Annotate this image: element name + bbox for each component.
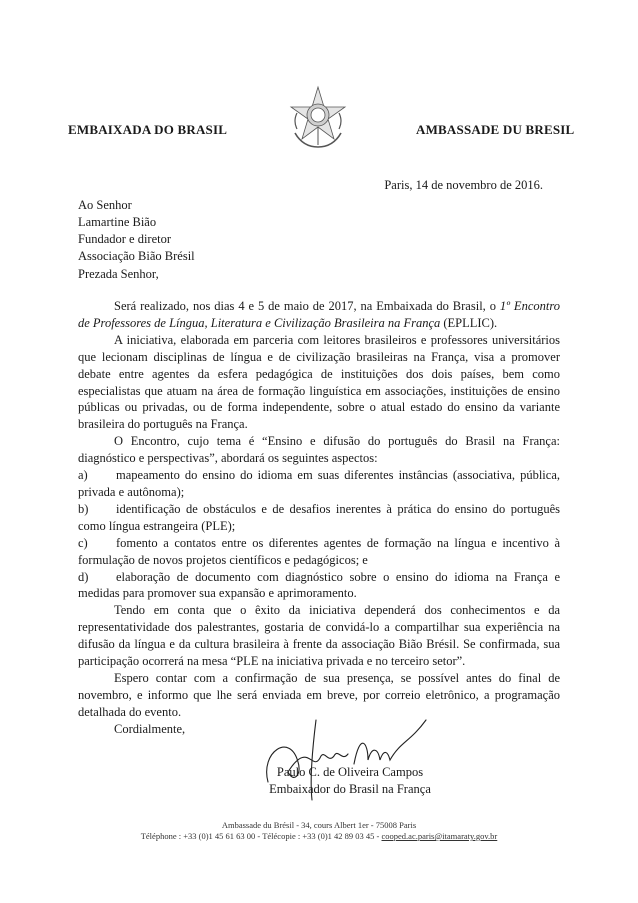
header-left: EMBAIXADA DO BRASIL bbox=[68, 122, 228, 137]
salutation: Prezada Senhor, bbox=[78, 267, 159, 281]
header-right: AMBASSADE DU BRESIL bbox=[416, 122, 575, 137]
letter-date: Paris, 14 de novembro de 2016. bbox=[384, 178, 543, 192]
paragraph-2: A iniciativa, elaborada em parceria com leitores brasileiros e professores universitários que lecionam disciplinas de língua e de civilização brasileiras na França, visa a promover debate entre agentes da esfera pedagógica de instituições dos dois países, bem como especialistas que atuam na área de formação linguística em associações, instituições de ensino públicas ou privadas, ou de forma independente, sobre o atual estado do ensino da variante brasileira do português na França. bbox=[78, 332, 560, 432]
paragraph-5: Espero contar com a confirmação de sua presença, se possível antes do final de novembro, e informo que lhe será enviada em breve, por correio eletrônico, a programação detalhada do evento. bbox=[78, 670, 560, 719]
letter-body bbox=[78, 298, 560, 738]
address-line: Associação Bião Brésil bbox=[78, 249, 195, 263]
address-line: Ao Senhor bbox=[78, 198, 132, 212]
signer-title: Embaixador do Brasil na França bbox=[269, 782, 431, 796]
coat-of-arms-seal bbox=[283, 83, 353, 153]
event-name: 1º Encontro de Professores de Língua, Literatura e Civilização Brasileira na França bbox=[78, 299, 560, 330]
closing: Cordialmente, bbox=[114, 721, 186, 736]
paragraph-3: O Encontro, cujo tema é “Ensino e difusão do português do Brasil na França: diagnóstico e perspectivas”, abordará os seguintes aspectos: bbox=[78, 434, 560, 466]
footer bbox=[0, 820, 638, 842]
signer-block bbox=[250, 764, 450, 798]
list-item: c) fomento a contatos entre os diferentes agentes de formação na língua e incentivo à formulação de novos projetos científicos e pedagógicos; e bbox=[78, 535, 560, 567]
recipient-address bbox=[78, 197, 195, 265]
paragraph-1: Será realizado, nos dias 4 e 5 de maio de 2017, na Embaixada do Brasil, o 1º Encontro de Professores de Língua, Literatura e Civilização Brasileira na França (EPLLIC). bbox=[78, 299, 560, 330]
address-line: Fundador e diretor bbox=[78, 232, 172, 246]
footer-email-link[interactable]: cooped.ac.paris@itamaraty.gov.br bbox=[381, 831, 498, 841]
footer-contact: Téléphone : +33 (0)1 45 61 63 00 - Télécopie : +33 (0)1 42 89 03 45 - cooped.ac.paris@itamaraty.gov.br bbox=[140, 831, 498, 841]
address-line: Lamartine Bião bbox=[78, 215, 157, 229]
list-item: b) identificação de obstáculos e de desafios inerentes à prática do ensino do português como língua estrangeira (PLE); bbox=[78, 501, 560, 533]
list-item: a) mapeamento do ensino do idioma em suas diferentes instâncias (associativa, pública, privada e autônoma); bbox=[78, 468, 560, 499]
paragraph-4: Tendo em conta que o êxito da iniciativa dependerá dos conhecimentos e da representatividade dos palestrantes, gostaria de convidá-lo a compartilhar sua experiência na difusão da língua e da cultura brasileira à frente da associação Bião Brésil. Se confirmada, sua participação ocorrerá na mesa “PLE na iniciativa privada e no terceiro setor”. bbox=[78, 603, 560, 669]
signer-name: Paulo C. de Oliveira Campos bbox=[276, 765, 424, 779]
footer-address: Ambassade du Brésil - 34, cours Albert 1er - 75008 Paris bbox=[221, 820, 417, 830]
list-item: d) elaboração de documento com diagnóstico sobre o ensino do idioma na França e medidas para promover sua expansão e aprimoramento. bbox=[78, 569, 560, 601]
